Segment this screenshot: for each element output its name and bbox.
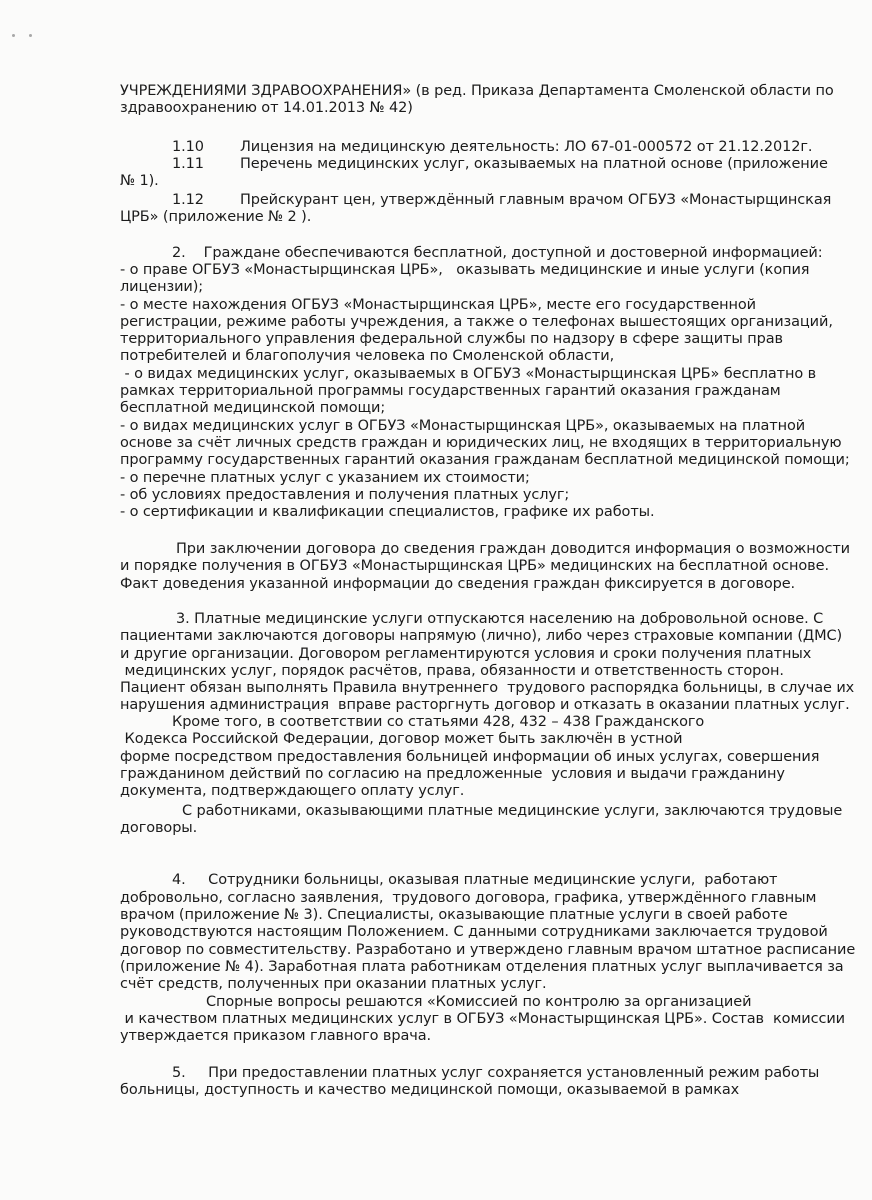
text-line: Факт доведения указанной информации до сведения граждан фиксируется в договоре. — [120, 576, 796, 592]
text-line: (приложение № 4). Заработная плата работникам отделения платных услуг выплачивается за — [120, 959, 844, 975]
text-line: Кодекса Российской Федерации, договор может быть заключён в устной — [120, 731, 683, 747]
text-line: 1.11 Перечень медицинских услуг, оказываемых на платной основе (приложение — [172, 156, 828, 172]
text-line: пациентами заключаются договоры напрямую (лично), либо через страховые компании (ДМС) — [120, 628, 843, 644]
text-line: 5. При предоставлении платных услуг сохраняется установленный режим работы — [172, 1065, 820, 1081]
text-line: врачом (приложение № 3). Специалисты, оказывающие платные услуги в своей работе — [120, 907, 788, 923]
text-line: форме посредством предоставления больницей информации об иных услугах, совершения — [120, 749, 820, 765]
text-line: - о сертификации и квалификации специалистов, графике их работы. — [120, 504, 655, 520]
scan-speck — [12, 30, 82, 40]
text-line: При заключении договора до сведения граждан доводится информация о возможности — [176, 541, 851, 557]
text-line: договор по совместительству. Разработано и утверждено главным врачом штатное расписание — [120, 942, 856, 958]
text-line: лицензии); — [120, 279, 204, 295]
text-line: Кроме того, в соответствии со статьями 428, 432 – 438 Гражданского — [172, 714, 705, 730]
text-line: здравоохранению от 14.01.2013 № 42) — [120, 100, 413, 116]
text-line: 4. Сотрудники больницы, оказывая платные медицинские услуги, работают — [172, 872, 778, 888]
text-line: гражданином действий по согласию на предложенные условия и выдачи гражданину — [120, 766, 785, 782]
text-line: - о праве ОГБУЗ «Монастырщинская ЦРБ», оказывать медицинские и иные услуги (копия — [120, 262, 810, 278]
text-line: утверждается приказом главного врача. — [120, 1028, 431, 1044]
text-line: Пациент обязан выполнять Правила внутреннего трудового распорядка больницы, в случае их — [120, 680, 855, 696]
text-line: - о месте нахождения ОГБУЗ «Монастырщинская ЦРБ», месте его государственной — [120, 297, 757, 313]
text-line: Спорные вопросы решаются «Комиссией по контролю за организацией — [206, 994, 752, 1010]
text-line: территориального управления федеральной службы по надзору в сфере защиты прав — [120, 331, 783, 347]
text-line: счёт средств, полученных при оказании платных услуг. — [120, 976, 547, 992]
text-line: добровольно, согласно заявления, трудового договора, графика, утверждённого главным — [120, 890, 817, 906]
text-line: медицинских услуг, порядок расчётов, права, обязанности и ответственность сторон. — [120, 663, 784, 679]
text-line: документа, подтверждающего оплату услуг. — [120, 783, 465, 799]
text-line: договоры. — [120, 820, 198, 836]
text-line: - о видах медицинских услуг в ОГБУЗ «Монастырщинская ЦРБ», оказываемых на платной — [120, 418, 806, 434]
text-line: основе за счёт личных средств граждан и юридических лиц, не входящих в территориальную — [120, 435, 842, 451]
text-line: ЦРБ» (приложение № 2 ). — [120, 209, 312, 225]
text-line: программу государственных гарантий оказания гражданам бесплатной медицинской помощи; — [120, 452, 850, 468]
text-line: - об условиях предоставления и получения платных услуг; — [120, 487, 570, 503]
text-line: потребителей и благополучия человека по Смоленской области, — [120, 348, 615, 364]
text-line: С работниками, оказывающими платные медицинские услуги, заключаются трудовые — [182, 803, 843, 819]
text-line: 1.10 Лицензия на медицинскую деятельность: ЛО 67-01-000572 от 21.12.2012г. — [172, 139, 813, 155]
text-line: больницы, доступность и качество медицинской помощи, оказываемой в рамках — [120, 1082, 740, 1098]
text-line: и другие организации. Договором регламентируются условия и сроки получения платных — [120, 646, 812, 662]
text-line: - о перечне платных услуг с указанием их стоимости; — [120, 470, 530, 486]
text-line: регистрации, режиме работы учреждения, а также о телефонах вышестоящих организаций, — [120, 314, 833, 330]
text-line: и порядке получения в ОГБУЗ «Монастырщинская ЦРБ» медицинских на бесплатной основе. — [120, 558, 829, 574]
text-line: и качеством платных медицинских услуг в ОГБУЗ «Монастырщинская ЦРБ». Состав комиссии — [120, 1011, 845, 1027]
text-line: УЧРЕЖДЕНИЯМИ ЗДРАВООХРАНЕНИЯ» (в ред. Приказа Департамента Смоленской области по — [120, 83, 834, 99]
text-line: рамках территориальной программы государственных гарантий оказания гражданам — [120, 383, 781, 399]
text-line: 1.12 Прейскурант цен, утверждённый главным врачом ОГБУЗ «Монастырщинская — [172, 192, 832, 208]
text-line: - о видах медицинских услуг, оказываемых в ОГБУЗ «Монастырщинская ЦРБ» бесплатно в — [120, 366, 817, 382]
text-line: № 1). — [120, 173, 159, 189]
text-line: бесплатной медицинской помощи; — [120, 400, 386, 416]
text-line: 2. Граждане обеспечиваются бесплатной, доступной и достоверной информацией: — [172, 245, 823, 261]
text-line: руководствуются настоящим Положением. С данными сотрудниками заключается трудовой — [120, 924, 828, 940]
text-line: 3. Платные медицинские услуги отпускаются населению на добровольной основе. С — [176, 611, 824, 627]
text-line: нарушения администрация вправе расторгнуть договор и отказать в оказании платных услуг. — [120, 697, 850, 713]
